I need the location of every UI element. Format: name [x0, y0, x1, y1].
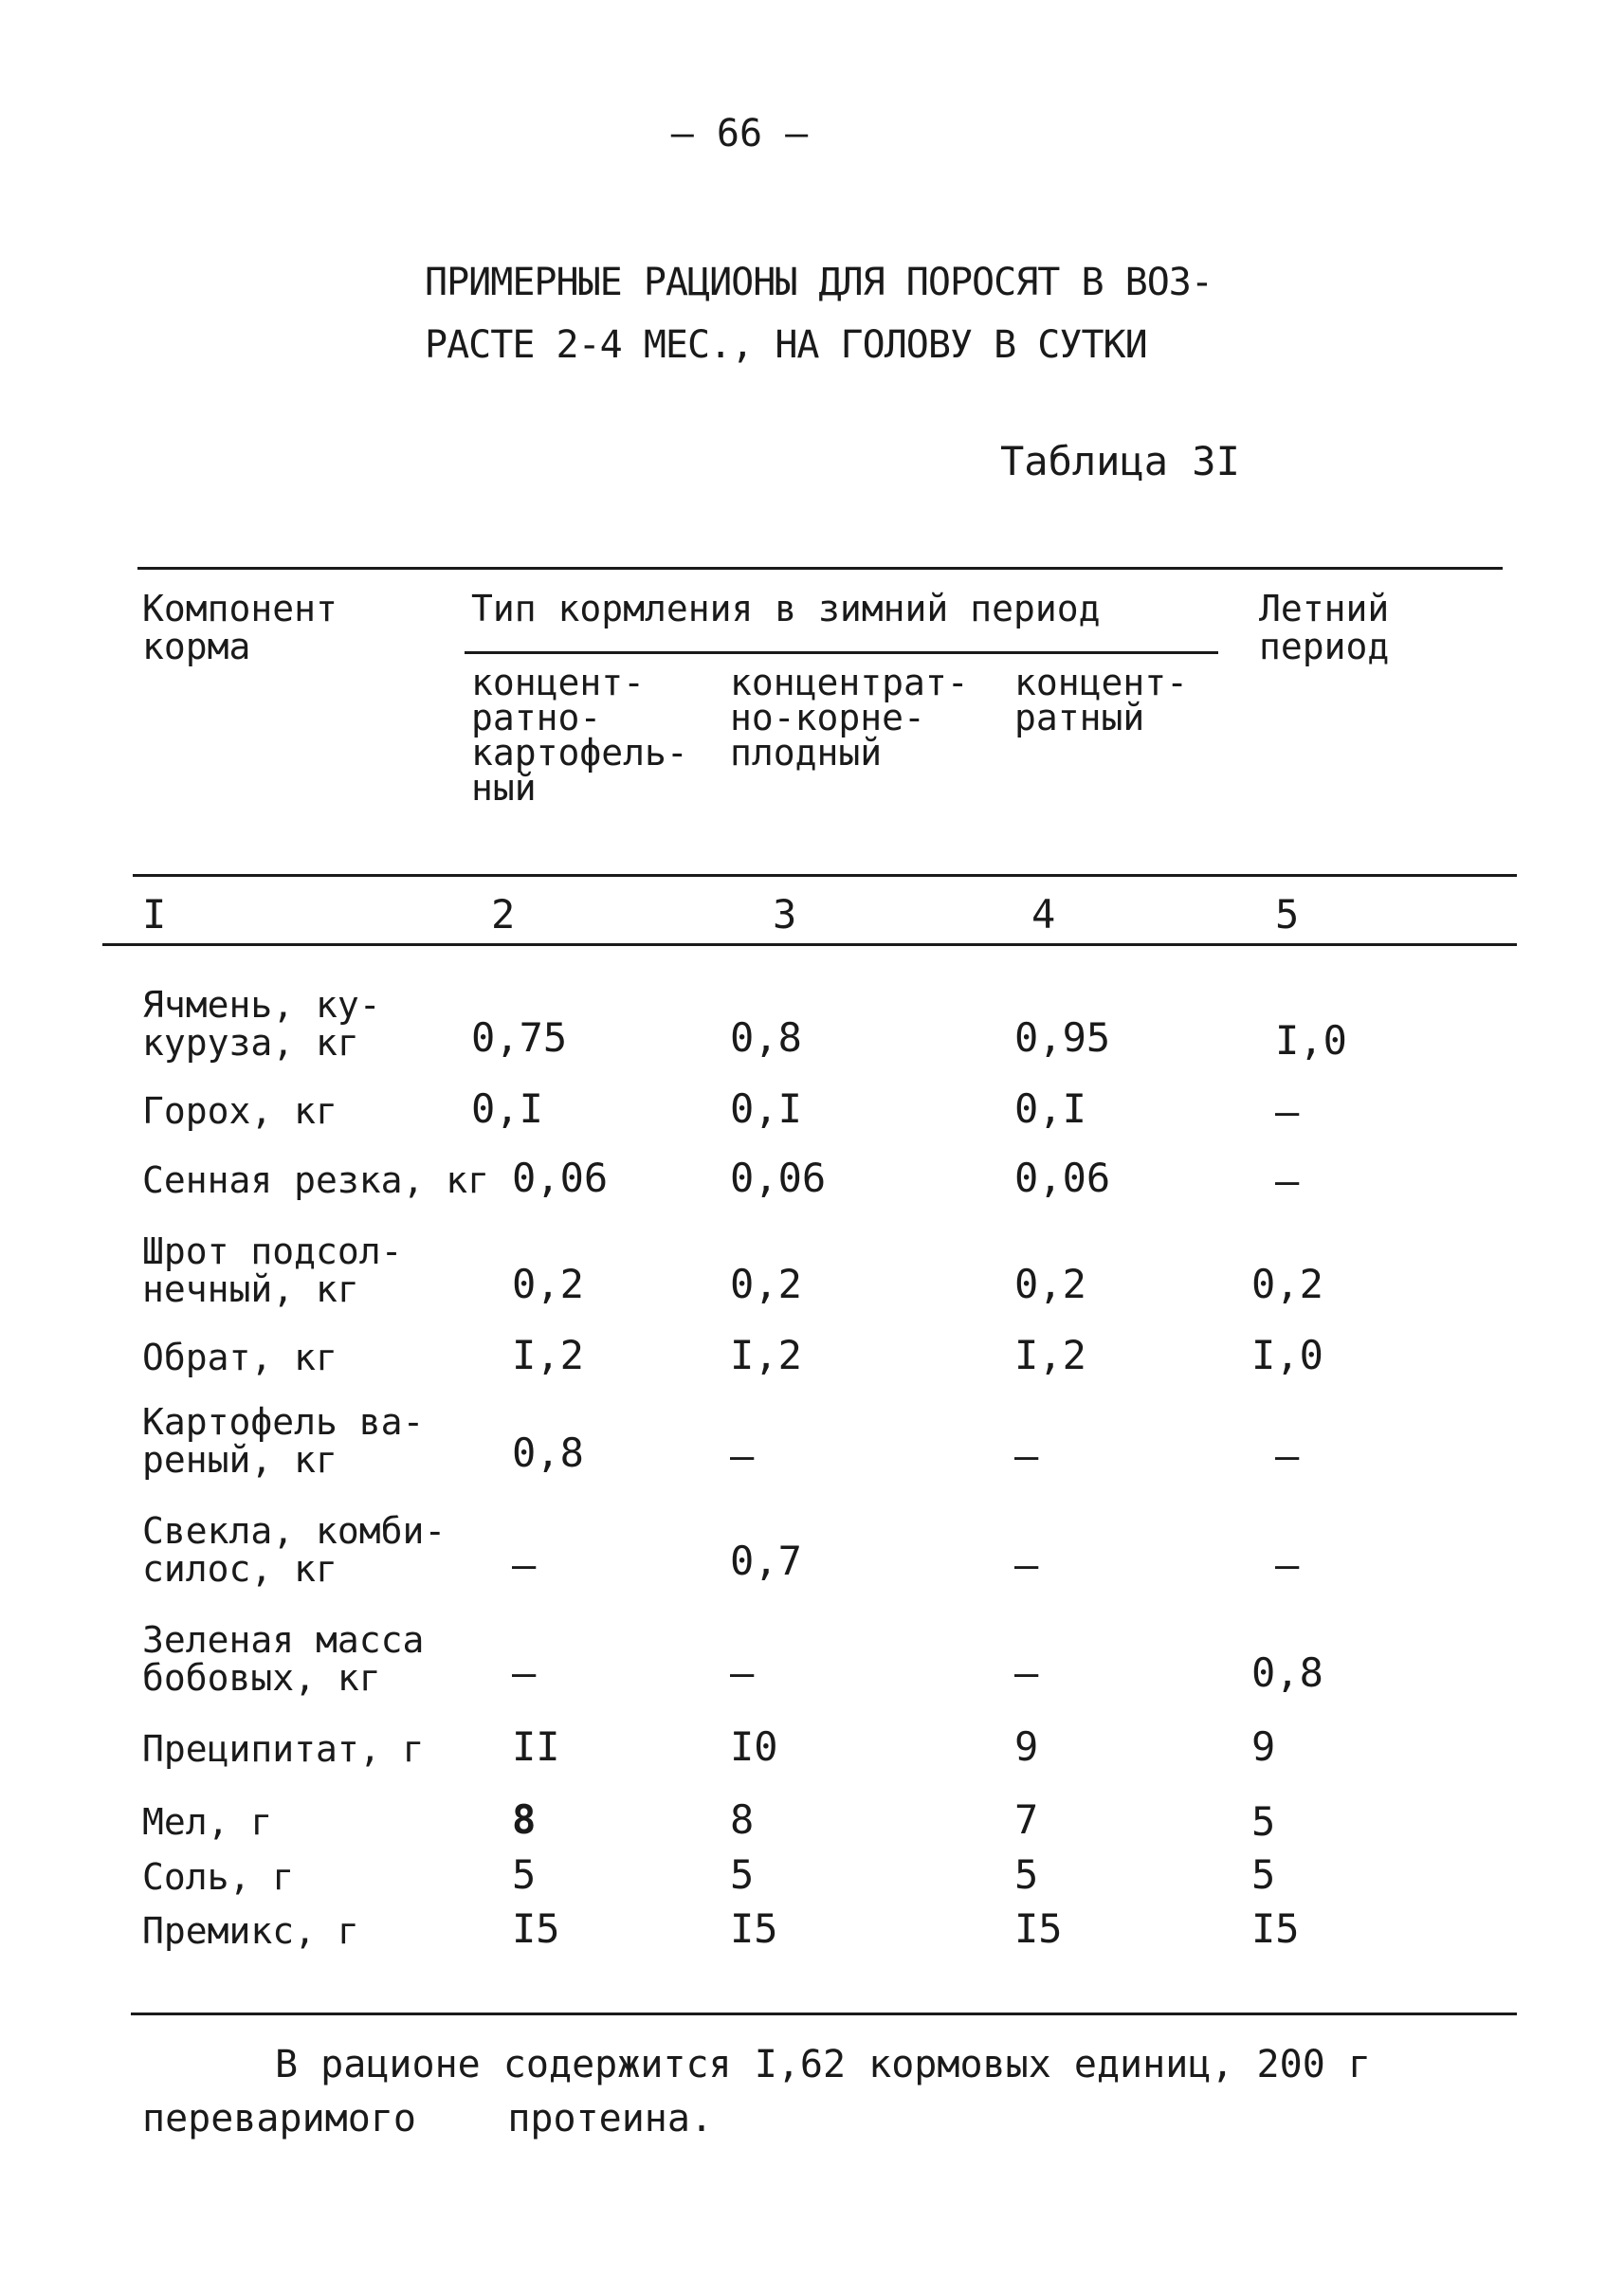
table-cell: 0,8: [730, 1014, 802, 1061]
table-cell: 5: [730, 1851, 755, 1898]
row-label: Премикс, г: [142, 1910, 359, 1952]
footnote-line-1: В рационе содержится I,62 кормовых единиц, 200 г: [275, 2043, 1371, 2086]
table-cell: 0,06: [730, 1155, 827, 1201]
row-label: Ячмень, ку- куруза, кг: [142, 984, 381, 1064]
table-cell: –: [730, 1432, 755, 1479]
table-cell: 0,95: [1014, 1014, 1111, 1061]
row-label: Обрат, кг: [142, 1337, 338, 1378]
row-label: Сенная резка, кг: [142, 1159, 490, 1201]
table-cell: I,2: [1014, 1332, 1086, 1378]
page-title: [425, 251, 1278, 376]
table-cell: 8: [730, 1796, 755, 1843]
table-cell: I,0: [1251, 1332, 1323, 1378]
table-cell: –: [730, 1649, 755, 1696]
column-number: I: [142, 891, 167, 938]
table-cell: 9: [1014, 1723, 1039, 1770]
table-cell: –: [1275, 1157, 1300, 1204]
row-label: Горох, кг: [142, 1090, 338, 1132]
table-top-rule: [137, 567, 1503, 570]
table-cell: II: [512, 1723, 560, 1770]
table-cell: –: [1275, 1088, 1300, 1135]
row-label: Свекла, комби- силос, кг: [142, 1510, 447, 1590]
page-number: – 66 –: [670, 112, 809, 155]
table-bottom-rule: [131, 2013, 1517, 2015]
table-cell: 0,2: [1251, 1261, 1323, 1307]
table-cell: 0,I: [730, 1085, 802, 1132]
title-line-2: РАСТЕ 2-4 МЕС., НА ГОЛОВУ В СУТКИ: [425, 323, 1147, 367]
table-cell: I5: [512, 1905, 560, 1952]
table-cell: 5: [1251, 1851, 1276, 1898]
table-cell: I5: [730, 1905, 778, 1952]
table-cell: 5: [1014, 1851, 1039, 1898]
column-number: 4: [1031, 891, 1056, 938]
row-label: Зеленая масса бобовых, кг: [142, 1619, 425, 1699]
table-cell: 0,2: [1014, 1261, 1086, 1307]
table-cell: 8: [512, 1796, 537, 1843]
header-summer-period: Летний период: [1259, 588, 1390, 667]
table-cell: –: [512, 1649, 537, 1696]
table-cell: 0,8: [512, 1430, 584, 1476]
table-cell: –: [1014, 1649, 1039, 1696]
row-label: Соль, г: [142, 1856, 295, 1898]
table-cell: I0: [730, 1723, 778, 1770]
table-cell: 0,06: [1014, 1155, 1111, 1201]
column-numbers-rule: [102, 943, 1517, 946]
table-cell: 0,75: [471, 1014, 568, 1061]
table-cell: 0,2: [512, 1261, 584, 1307]
table-cell: –: [1014, 1432, 1039, 1479]
table-cell: 0,06: [512, 1155, 609, 1201]
table-cell: –: [1275, 1432, 1300, 1479]
table-cell: 0,I: [1014, 1085, 1086, 1132]
table-cell: –: [1014, 1541, 1039, 1588]
row-label: Шрот подсол- нечный, кг: [142, 1230, 403, 1310]
footnote-line-2: переваримого протеина.: [142, 2097, 714, 2140]
row-label: Картофель ва- реный, кг: [142, 1401, 425, 1481]
winter-header-rule: [465, 651, 1218, 654]
table-cell: I5: [1014, 1905, 1063, 1952]
header-bottom-rule: [133, 874, 1517, 877]
column-number: 2: [491, 891, 516, 938]
table-cell: 0,7: [730, 1538, 802, 1584]
header-sub-col-2: концент- ратно- картофель- ный: [471, 662, 688, 809]
table-cell: 7: [1014, 1796, 1039, 1843]
table-cell: 5: [1251, 1798, 1276, 1845]
row-label: Преципитат, г: [142, 1728, 425, 1770]
row-label: Мел, г: [142, 1801, 273, 1843]
table-cell: 0,2: [730, 1261, 802, 1307]
column-number: 3: [773, 891, 797, 938]
header-sub-col-4: концент- ратный: [1014, 662, 1189, 738]
header-sub-col-3: концентрат- но-корне- плодный: [730, 662, 969, 774]
table-cell: I,2: [512, 1332, 584, 1378]
header-component: Компонент корма: [142, 588, 338, 667]
table-cell: 9: [1251, 1723, 1276, 1770]
title-line-1: ПРИМЕРНЫЕ РАЦИОНЫ ДЛЯ ПОРОСЯТ В ВОЗ-: [425, 261, 1213, 304]
table-label: Таблица 3I: [1000, 438, 1240, 484]
table-cell: I5: [1251, 1905, 1300, 1952]
header-winter-period: Тип кормления в зимний период: [471, 588, 1101, 629]
table-cell: –: [512, 1541, 537, 1588]
table-cell: –: [1275, 1541, 1300, 1588]
table-cell: 0,8: [1251, 1649, 1323, 1696]
column-number: 5: [1275, 891, 1300, 938]
table-cell: 0,I: [471, 1085, 543, 1132]
table-cell: 5: [512, 1851, 537, 1898]
table-cell: I,2: [730, 1332, 802, 1378]
table-cell: I,0: [1275, 1017, 1347, 1064]
